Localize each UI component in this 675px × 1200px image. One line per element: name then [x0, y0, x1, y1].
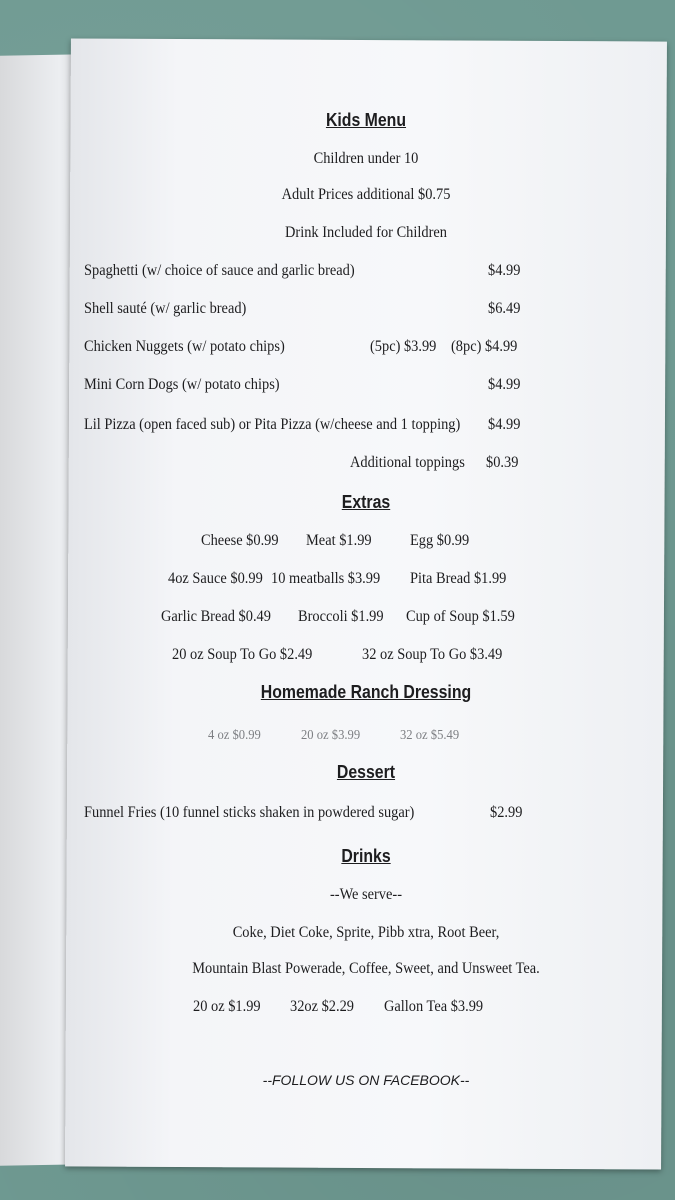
additional-toppings-price: $0.39	[486, 454, 519, 471]
drink-size: 20 oz $1.99	[193, 998, 261, 1015]
ranch-size: 32 oz $5.49	[400, 728, 460, 743]
dessert-heading: Dessert	[336, 762, 396, 782]
kids-price-spaghetti: $4.99	[488, 262, 521, 279]
extra-item: Cheese $0.99	[201, 532, 279, 549]
kids-note-drink: Drink Included for Children	[285, 224, 447, 241]
ranch-heading: Homemade Ranch Dressing	[260, 682, 472, 702]
kids-note-adult-price: Adult Prices additional $0.75	[281, 186, 451, 203]
extra-item: Broccoli $1.99	[298, 608, 384, 625]
drinks-list-line-2: Mountain Blast Powerade, Coffee, Sweet, and Unsweet Tea.	[192, 960, 540, 977]
kids-item-spaghetti: Spaghetti (w/ choice of sauce and garlic bread)	[84, 262, 355, 279]
extra-item: Meat $1.99	[306, 532, 372, 549]
dessert-price-funnel-fries: $2.99	[490, 804, 523, 821]
kids-item-chicken-nuggets: Chicken Nuggets (w/ potato chips)	[84, 338, 285, 355]
extra-item: Pita Bread $1.99	[410, 570, 507, 587]
extra-item: Cup of Soup $1.59	[406, 608, 515, 625]
kids-item-corn-dogs: Mini Corn Dogs (w/ potato chips)	[84, 376, 280, 393]
extra-item: 4oz Sauce $0.99	[168, 570, 263, 587]
facebook-footer: --FOLLOW US ON FACEBOOK--	[262, 1072, 470, 1088]
menu-content	[68, 40, 664, 1168]
extra-item: 32 oz Soup To Go $3.49	[362, 646, 503, 663]
ranch-size: 20 oz $3.99	[301, 728, 361, 743]
additional-toppings-label: Additional toppings	[350, 454, 465, 471]
drink-size: Gallon Tea $3.99	[384, 998, 484, 1015]
extra-item: 20 oz Soup To Go $2.49	[172, 646, 313, 663]
drink-size: 32oz $2.29	[290, 998, 354, 1015]
drinks-heading: Drinks	[341, 846, 391, 866]
extra-item: 10 meatballs $3.99	[271, 570, 381, 587]
extra-item: Egg $0.99	[410, 532, 470, 549]
kids-note-age: Children under 10	[313, 150, 419, 167]
extra-item: Garlic Bread $0.49	[161, 608, 271, 625]
ranch-size: 4 oz $0.99	[208, 728, 261, 743]
kids-item-shell-saute: Shell sauté (w/ garlic bread)	[84, 300, 247, 317]
dessert-item-funnel-fries: Funnel Fries (10 funnel sticks shaken in powdered sugar)	[84, 804, 415, 821]
extras-heading: Extras	[341, 492, 391, 512]
kids-item-lil-pizza: Lil Pizza (open faced sub) or Pita Pizza (w/cheese and 1 topping)	[84, 416, 461, 433]
kids-price-shell-saute: $6.49	[488, 300, 521, 317]
kids-price-corn-dogs: $4.99	[488, 376, 521, 393]
drinks-list-line-1: Coke, Diet Coke, Sprite, Pibb xtra, Root Beer,	[232, 924, 500, 941]
kids-price-lil-pizza: $4.99	[488, 416, 521, 433]
drinks-intro: --We serve--	[330, 886, 402, 903]
kids-option-nuggets-5pc: (5pc) $3.99	[370, 338, 437, 355]
kids-price-nuggets-8pc: (8pc) $4.99	[451, 338, 518, 355]
kids-menu-heading: Kids Menu	[325, 110, 407, 130]
